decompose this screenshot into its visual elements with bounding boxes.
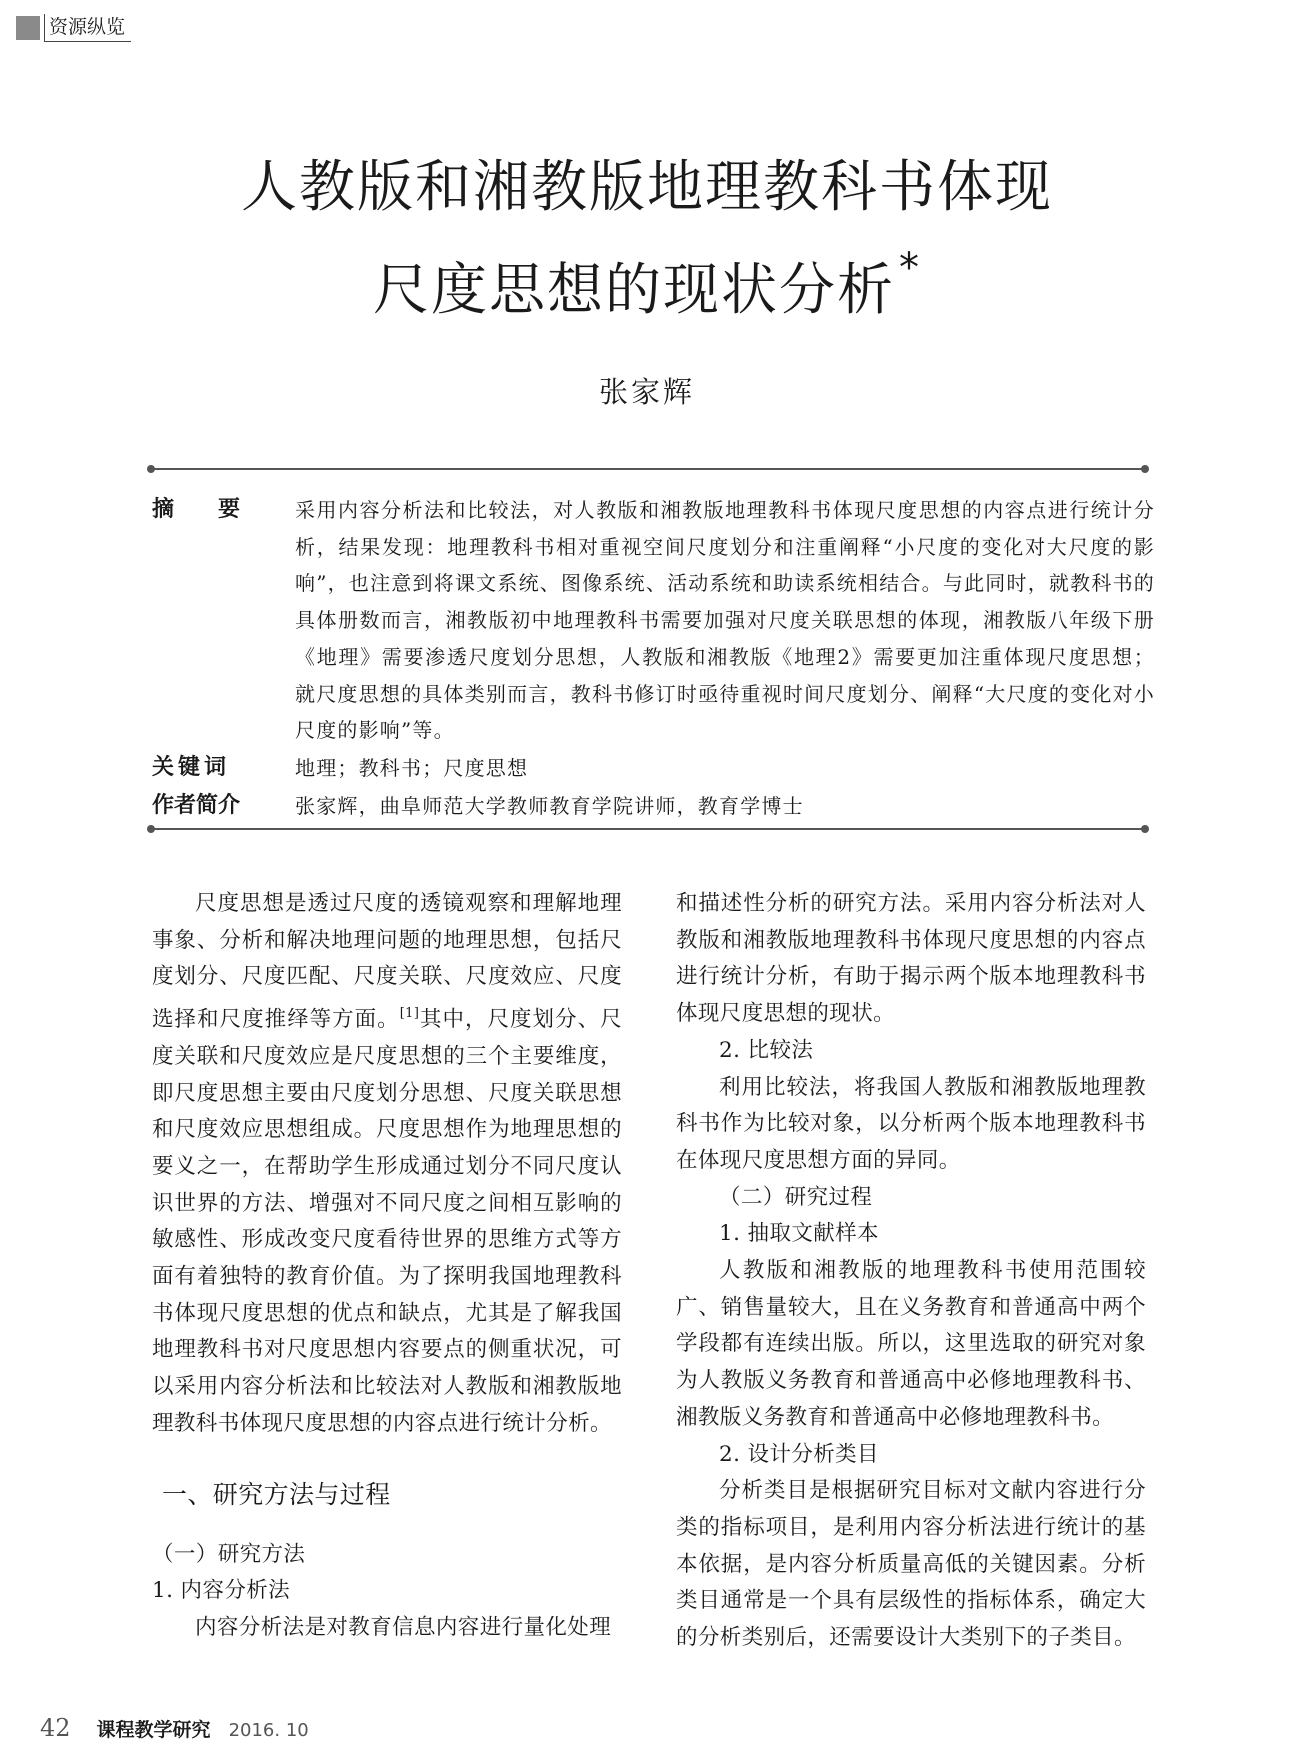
body-column-right [676, 886, 1146, 1657]
step-2-paragraph: 分析类目是根据研究目标对文献内容进行分类的指标项目，是利用内容分析法进行统计的基本依据，是内容分析质量高低的关键因素。分析类目通常是一个具有层级性的指标体系，确定大的分析类别后，还需要设计大类别下的子类目。 [676, 1478, 1146, 1651]
step-1-paragraph: 人教版和湘教版的地理教科书使用范围较广、销售量较大，且在义务教育和普通高中两个学段都有连续出版。所以，这里选取的研究对象为人教版义务教育和普通高中必修地理教科书、湘教版义务教育和普通高中必修地理教科书。 [676, 1258, 1146, 1430]
journal-name: 课程教学研究 [96, 1719, 211, 1741]
abstract-label-char-2: 要 [218, 497, 241, 522]
subsection-heading-methods: （一）研究方法 [152, 1541, 306, 1567]
subsection-heading-process: （二）研究过程 [719, 1184, 873, 1210]
article-title-line-1: 人教版和湘教版地理教科书体现 [241, 155, 1053, 220]
method-1-heading-text: 1. 内容分析法 [152, 1578, 291, 1604]
page-footer [40, 1714, 309, 1744]
section-tag [16, 14, 131, 42]
author-intro-label: 作者简介 [152, 793, 241, 818]
section-heading-1: 一、研究方法与过程 [162, 1479, 391, 1509]
abstract-label-char-1: 摘 [152, 497, 175, 522]
article-title-line-2-text: 尺度思想的现状分析 [373, 258, 895, 323]
step-2-heading: 2. 设计分析类目 [719, 1441, 879, 1467]
method-1-paragraph-start: 内容分析法是对教育信息内容进行量化处理 [195, 1614, 612, 1640]
intro-text-a: 尺度思想是透过尺度的透镜观察和理解地理事象、分析和解决地理问题的地理思想，包括尺度划分、尺度匹配、尺度关联、尺度效应、尺度选择和尺度推绎等方面。 [152, 891, 622, 1033]
article-author: 张家辉 [598, 375, 695, 409]
meta-bottom-rule [150, 828, 1146, 830]
method-2-heading: 2. 比较法 [719, 1037, 814, 1063]
journal-issue: 2016. 10 [228, 1720, 309, 1741]
body-column-left [152, 886, 622, 1647]
intro-paragraph [152, 886, 622, 1443]
title-footnote-mark: * [899, 245, 921, 291]
section-tag-label: 资源纵览 [44, 14, 131, 42]
method-1-paragraph-continued: 和描述性分析的研究方法。采用内容分析法对人教版和湘教版地理教科书体现尺度思想的内容点进行统计分析，有助于揭示两个版本地理教科书体现尺度思想的现状。 [676, 891, 1146, 1027]
method-1-heading [152, 1573, 622, 1610]
meta-top-rule [150, 468, 1146, 470]
step-1-heading: 1. 抽取文献样本 [719, 1221, 879, 1247]
keywords-text: 地理；教科书；尺度思想 [295, 756, 529, 780]
reference-mark: [1] [399, 1006, 420, 1022]
abstract-label [152, 492, 262, 528]
abstract-text: 采用内容分析法和比较法，对人教版和湘教版地理教科书体现尺度思想的内容点进行统计分析，结果发现：地理教科书相对重视空间尺度划分和注重阐释“小尺度的变化对大尺度的影响”，也注意到将课文系统、图像系统、活动系统和助读系统相结合。与此同时，就教科书的具体册数而言，湘教版初中地理教科书需要加强对尺度关联思想的体现，湘教版八年级下册《地理》需要渗透尺度划分思想，人教版和湘教版《地理2》需要更加注重体现尺度思想；就尺度思想的具体类别而言，教科书修订时亟待重视时间尺度划分、阐释“大尺度的变化对小尺度的影响”等。 [295, 498, 1155, 743]
article-title-line-2 [80, 232, 1214, 327]
method-2-paragraph: 利用比较法，将我国人教版和湘教版地理教科书作为比较对象，以分析两个版本地理教科书在体现尺度思想方面的异同。 [676, 1074, 1146, 1173]
keywords-label: 关键词 [152, 755, 231, 780]
author-intro-text: 张家辉，曲阜师范大学教师教育学院讲师，教育学博士 [295, 794, 804, 818]
intro-text-b: 其中，尺度划分、尺度关联和尺度效应是尺度思想的三个主要维度，即尺度思想主要由尺度划分思想、尺度关联思想和尺度效应思想组成。尺度思想作为地理思想的要义之一，在帮助学生形成通过划分不同尺度认识世界的方法、增强对不同尺度之间相互影响的敏感性、形成改变尺度看待世界的思维方式等方面有着独特的教育价值。为了探明我国地理教科书体现尺度思想的优点和缺点，尤其是了解我国地理教科书对尺度思想内容要点的侧重状况，可以采用内容分析法和比较法对人教版和湘教版地理教科书体现尺度思想的内容点进行统计分析。 [152, 1007, 622, 1436]
section-tag-square [16, 16, 40, 40]
page-number: 42 [40, 1714, 71, 1742]
